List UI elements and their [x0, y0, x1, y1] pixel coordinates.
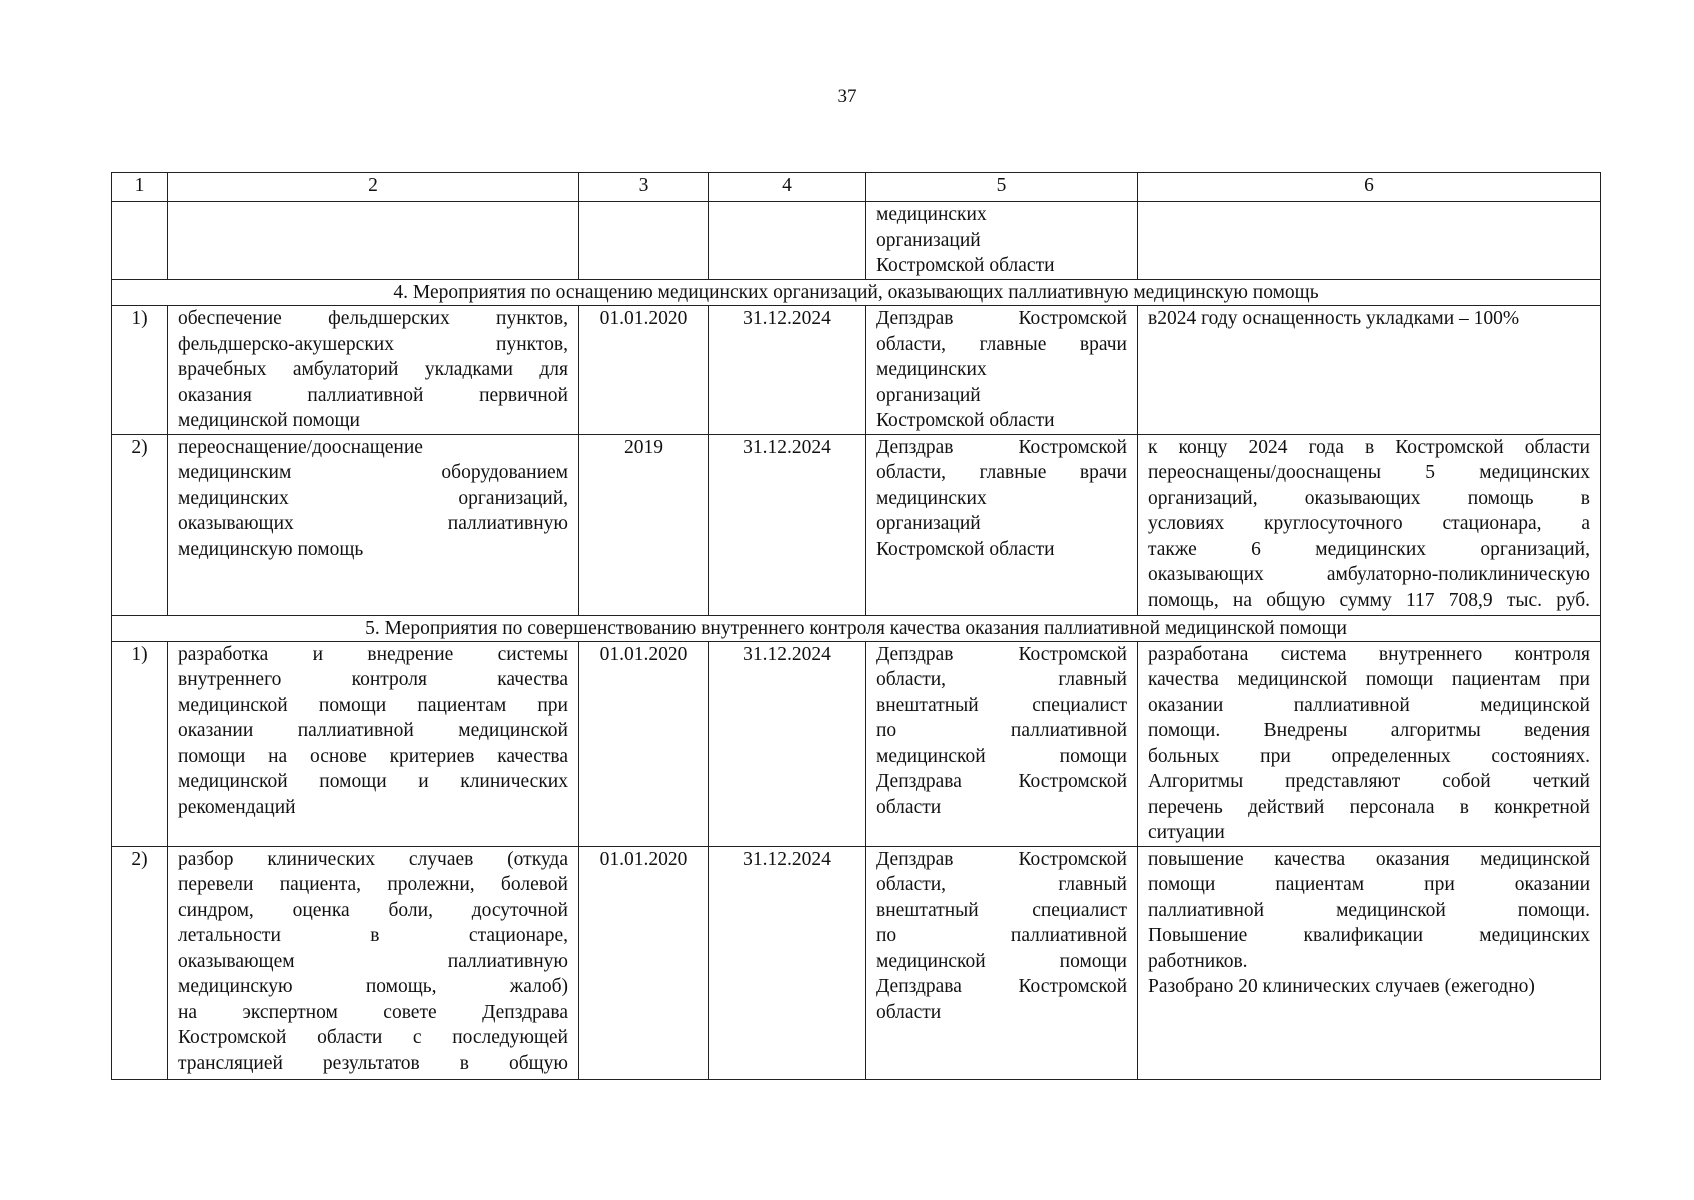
activity-cell: разбор клинических случаев (откуда перевели пациента, пролежни, болевой синдром, оценка боли, досуточной летальности в стационаре, оказывающем паллиативную медицинскую помощь, жалоб) на экспертном совете Депздрава Костромской области с последующей трансляцией результатов в общую — [168, 846, 579, 1079]
result-cell: разработана система внутреннего контроля качества медицинской помощи пациентам при оказании паллиативной медицинской помощи. Внедрены алгоритмы ведения больных при определенных состояниях. Алгоритмы представляют собой четкий перечень действий персонала в конкретной ситуации — [1138, 641, 1601, 846]
row-number: 1) — [112, 306, 168, 435]
section-heading-row — [112, 615, 1601, 641]
page-number: 37 — [837, 86, 857, 107]
responsible-cell: Депздрав Костромской области, главный внештатный специалист по паллиативной медицинской помощи Депздрава Костромской области — [866, 641, 1138, 846]
section-title: 5. Мероприятия по совершенствованию внутреннего контроля качества оказания паллиативной медицинской помощи — [112, 615, 1601, 641]
start-date: 01.01.2020 — [579, 846, 709, 1079]
start-date: 2019 — [579, 434, 709, 615]
column-header: 1 — [112, 173, 168, 202]
activity-cell: обеспечение фельдшерских пунктов, фельдшерско-акушерских пунктов, врачебных амбулаторий укладками для оказания паллиативной первичной медицинской помощи — [168, 306, 579, 435]
end-date: 31.12.2024 — [709, 434, 866, 615]
column-header: 6 — [1138, 173, 1601, 202]
end-date: 31.12.2024 — [709, 846, 866, 1079]
start-date: 01.01.2020 — [579, 306, 709, 435]
row-number: 2) — [112, 434, 168, 615]
end-date: 31.12.2024 — [709, 306, 866, 435]
table-row — [112, 306, 1601, 435]
end-date: 31.12.2024 — [709, 641, 866, 846]
result-cell: в2024 году оснащенность укладками – 100% — [1138, 306, 1601, 435]
row-number: 2) — [112, 846, 168, 1079]
column-header: 5 — [866, 173, 1138, 202]
continuation-row — [112, 202, 1601, 280]
column-header: 4 — [709, 173, 866, 202]
responsible-cell: Депздрав Костромской области, главный внештатный специалист по паллиативной медицинской помощи Депздрава Костромской области — [866, 846, 1138, 1079]
row-number: 1) — [112, 641, 168, 846]
result-cell: повышение качества оказания медицинской помощи пациентам при оказании паллиативной медицинской помощи. Повышение квалификации медицинских работников. Разобрано 20 клинических случаев (ежегодно) — [1138, 846, 1601, 1079]
responsible-cell: Депздрав Костромской области, главные врачи медицинских организаций Костромской области — [866, 306, 1138, 435]
activity-cell: переоснащение/дооснащение медицинским оборудованием медицинских организаций, оказывающих паллиативную медицинскую помощь — [168, 434, 579, 615]
responsible-cell: медицинских организаций Костромской области — [866, 202, 1138, 280]
table-row — [112, 846, 1601, 1079]
table-header-row — [112, 173, 1601, 202]
table-row — [112, 641, 1601, 846]
column-header: 3 — [579, 173, 709, 202]
result-cell: к концу 2024 года в Костромской области переоснащены/дооснащены 5 медицинских организаций, оказывающих помощь в условиях круглосуточного стационара, а также 6 медицинских организаций, оказывающих амбулаторно-поликлиническую помощь, на общую сумму 117 708,9 тыс. руб. — [1138, 434, 1601, 615]
start-date: 01.01.2020 — [579, 641, 709, 846]
section-title: 4. Мероприятия по оснащению медицинских организаций, оказывающих паллиативную медицинскую помощь — [112, 280, 1601, 306]
section-heading-row — [112, 280, 1601, 306]
activity-cell: разработка и внедрение системы внутреннего контроля качества медицинской помощи пациентам при оказании паллиативной медицинской помощи на основе критериев качества медицинской помощи и клинических рекомендаций — [168, 641, 579, 846]
responsible-cell: Депздрав Костромской области, главные врачи медицинских организаций Костромской области — [866, 434, 1138, 615]
column-header: 2 — [168, 173, 579, 202]
activities-table — [111, 172, 1601, 1080]
table-row — [112, 434, 1601, 615]
